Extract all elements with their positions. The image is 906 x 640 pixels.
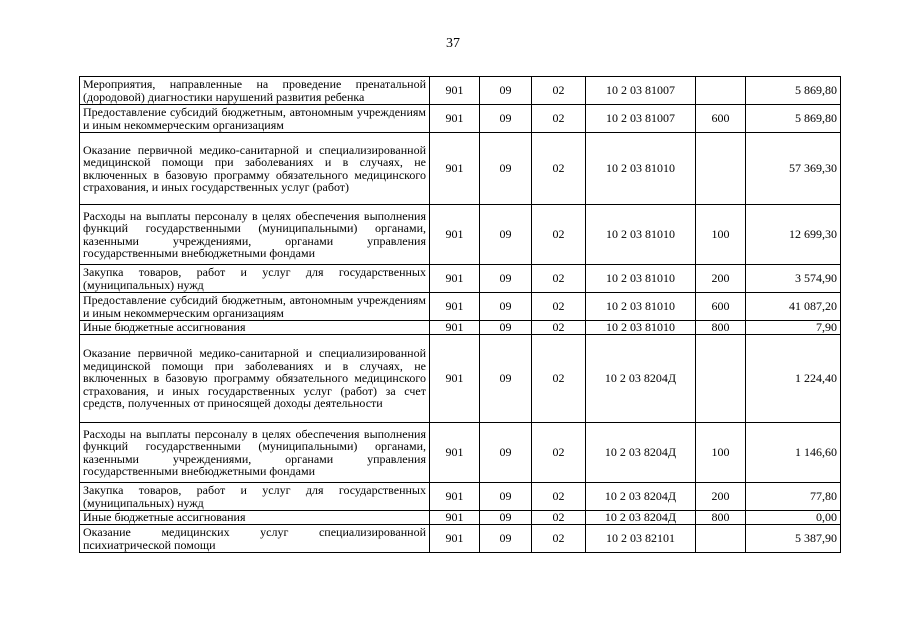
ministry-code: 901 — [430, 265, 480, 293]
expense-type-code: 800 — [696, 321, 746, 335]
row-description: Расходы на выплаты персоналу в целях обеспечения выполнения функций государственными (муниципальными) органами, казенными учреждениями, органами управления государственными внебюджетными фондами — [80, 205, 430, 265]
expense-type-code: 100 — [696, 423, 746, 483]
expense-type-code: 600 — [696, 293, 746, 321]
ministry-code: 901 — [430, 205, 480, 265]
subsection-code: 02 — [532, 293, 586, 321]
table-row — [80, 205, 841, 265]
table-row — [80, 133, 841, 205]
section-code: 09 — [480, 293, 532, 321]
table-row — [80, 525, 841, 553]
page-number: 37 — [446, 36, 460, 51]
amount: 3 574,90 — [746, 265, 841, 293]
target-article-code: 10 2 03 81010 — [586, 265, 696, 293]
amount: 5 869,80 — [746, 77, 841, 105]
amount: 1 146,60 — [746, 423, 841, 483]
subsection-code: 02 — [532, 483, 586, 511]
target-article-code: 10 2 03 8204Д — [586, 335, 696, 423]
subsection-code: 02 — [532, 525, 586, 553]
ministry-code: 901 — [430, 105, 480, 133]
target-article-code: 10 2 03 8204Д — [586, 511, 696, 525]
ministry-code: 901 — [430, 293, 480, 321]
table-row — [80, 321, 841, 335]
section-code: 09 — [480, 105, 532, 133]
expense-type-code — [696, 77, 746, 105]
row-description: Иные бюджетные ассигнования — [80, 511, 430, 525]
budget-table — [79, 76, 841, 553]
target-article-code: 10 2 03 81010 — [586, 293, 696, 321]
row-description: Закупка товаров, работ и услуг для государственных (муниципальных) нужд — [80, 265, 430, 293]
amount: 12 699,30 — [746, 205, 841, 265]
ministry-code: 901 — [430, 321, 480, 335]
target-article-code: 10 2 03 82101 — [586, 525, 696, 553]
target-article-code: 10 2 03 81007 — [586, 77, 696, 105]
section-code: 09 — [480, 321, 532, 335]
section-code: 09 — [480, 525, 532, 553]
amount: 1 224,40 — [746, 335, 841, 423]
subsection-code: 02 — [532, 423, 586, 483]
table-row — [80, 335, 841, 423]
row-description: Расходы на выплаты персоналу в целях обеспечения выполнения функций государственными (муниципальными) органами, казенными учреждениями, органами управления государственными внебюджетными фондами — [80, 423, 430, 483]
section-code: 09 — [480, 133, 532, 205]
amount: 77,80 — [746, 483, 841, 511]
target-article-code: 10 2 03 8204Д — [586, 483, 696, 511]
ministry-code: 901 — [430, 335, 480, 423]
expense-type-code — [696, 335, 746, 423]
target-article-code: 10 2 03 81010 — [586, 133, 696, 205]
ministry-code: 901 — [430, 423, 480, 483]
table-row — [80, 423, 841, 483]
section-code: 09 — [480, 205, 532, 265]
expense-type-code — [696, 133, 746, 205]
subsection-code: 02 — [532, 265, 586, 293]
target-article-code: 10 2 03 81010 — [586, 321, 696, 335]
section-code: 09 — [480, 265, 532, 293]
section-code: 09 — [480, 423, 532, 483]
subsection-code: 02 — [532, 133, 586, 205]
subsection-code: 02 — [532, 321, 586, 335]
expense-type-code: 100 — [696, 205, 746, 265]
table-body — [80, 77, 841, 553]
section-code: 09 — [480, 77, 532, 105]
amount: 7,90 — [746, 321, 841, 335]
section-code: 09 — [480, 335, 532, 423]
amount: 0,00 — [746, 511, 841, 525]
table-row — [80, 265, 841, 293]
table-row — [80, 77, 841, 105]
amount: 57 369,30 — [746, 133, 841, 205]
target-article-code: 10 2 03 8204Д — [586, 423, 696, 483]
section-code: 09 — [480, 511, 532, 525]
ministry-code: 901 — [430, 511, 480, 525]
row-description: Мероприятия, направленные на проведение пренатальной (дородовой) диагностики нарушений развития ребенка — [80, 77, 430, 105]
expense-type-code: 200 — [696, 483, 746, 511]
table-row — [80, 105, 841, 133]
expense-type-code: 600 — [696, 105, 746, 133]
ministry-code: 901 — [430, 483, 480, 511]
section-code: 09 — [480, 483, 532, 511]
subsection-code: 02 — [532, 105, 586, 133]
expense-type-code: 800 — [696, 511, 746, 525]
expense-type-code: 200 — [696, 265, 746, 293]
ministry-code: 901 — [430, 77, 480, 105]
amount: 5 387,90 — [746, 525, 841, 553]
subsection-code: 02 — [532, 77, 586, 105]
row-description: Оказание первичной медико-санитарной и специализированной медицинской помощи при заболеваниях и в случаях, не включенных в базовую программу обязательного медицинского страхования, и иных государственных услуг (работ) за счет средств, полученных от приносящей доходы деятельности — [80, 335, 430, 423]
row-description: Закупка товаров, работ и услуг для государственных (муниципальных) нужд — [80, 483, 430, 511]
ministry-code: 901 — [430, 525, 480, 553]
row-description: Оказание первичной медико-санитарной и специализированной медицинской помощи при заболеваниях и в случаях, не включенных в базовую программу обязательного медицинского страхования, и иных государственных услуг (работ) — [80, 133, 430, 205]
subsection-code: 02 — [532, 335, 586, 423]
subsection-code: 02 — [532, 511, 586, 525]
amount: 5 869,80 — [746, 105, 841, 133]
row-description: Предоставление субсидий бюджетным, автономным учреждениям и иным некоммерческим организациям — [80, 293, 430, 321]
ministry-code: 901 — [430, 133, 480, 205]
target-article-code: 10 2 03 81007 — [586, 105, 696, 133]
target-article-code: 10 2 03 81010 — [586, 205, 696, 265]
table-row — [80, 293, 841, 321]
row-description: Иные бюджетные ассигнования — [80, 321, 430, 335]
expense-type-code — [696, 525, 746, 553]
table-row — [80, 483, 841, 511]
row-description: Предоставление субсидий бюджетным, автономным учреждениям и иным некоммерческим организациям — [80, 105, 430, 133]
amount: 41 087,20 — [746, 293, 841, 321]
table-row — [80, 511, 841, 525]
subsection-code: 02 — [532, 205, 586, 265]
row-description: Оказание медицинских услуг специализированной психиатрической помощи — [80, 525, 430, 553]
